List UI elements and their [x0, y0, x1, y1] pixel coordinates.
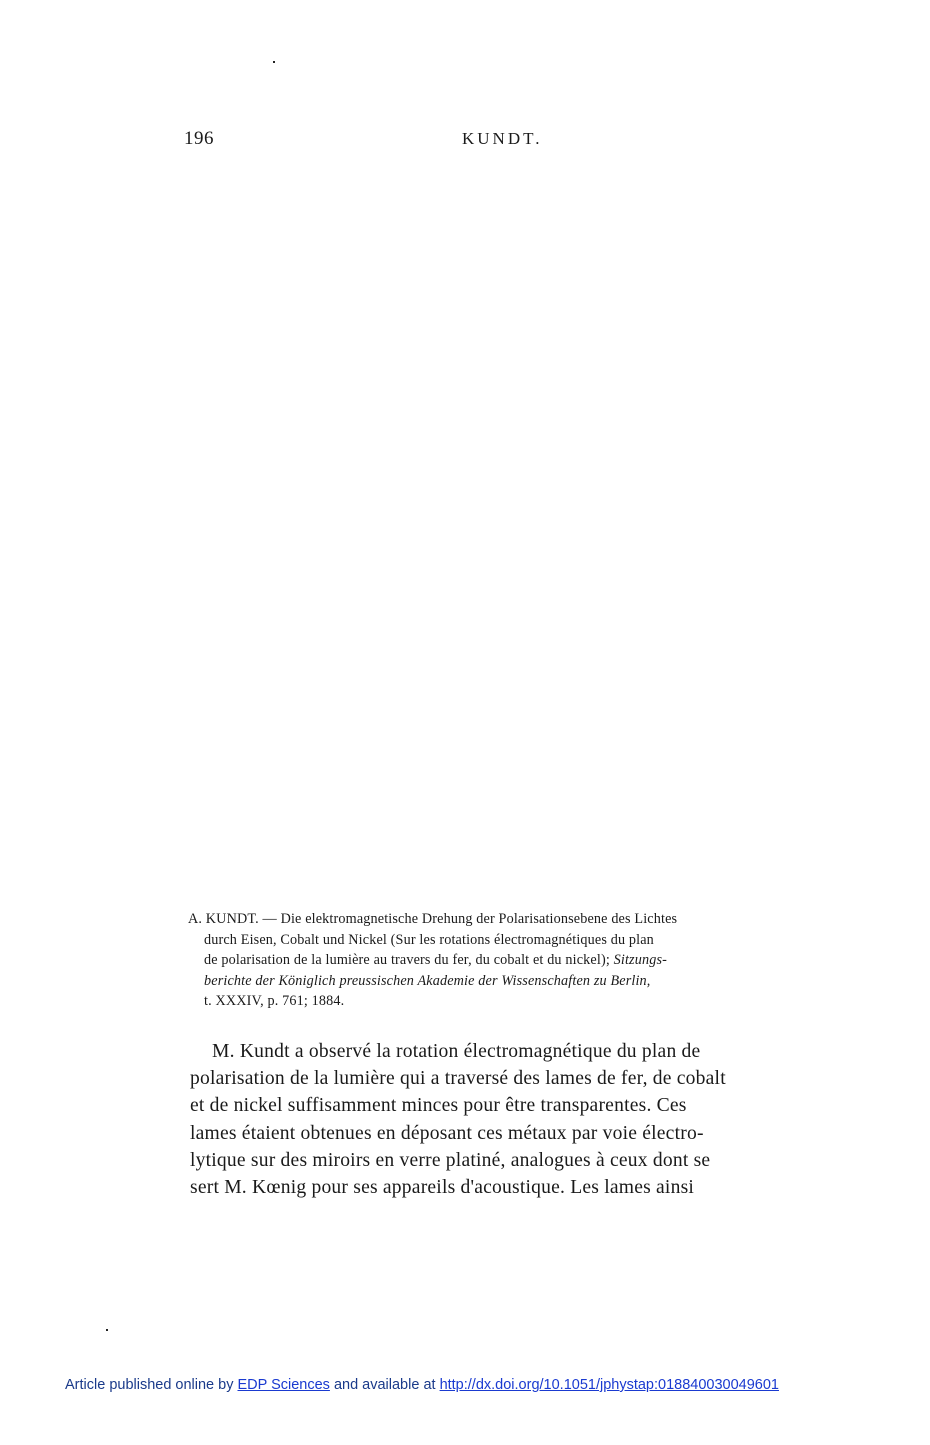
footer-middle: and available at	[333, 1377, 436, 1393]
reference-line-3-text: de polarisation de la lumière au travers du fer, du cobalt et du nickel);	[204, 952, 610, 968]
body-line: lames étaient obtenues en déposant ces métaux par voie électro-	[190, 1122, 704, 1144]
scan-speck-top	[273, 61, 275, 63]
publication-footer	[65, 1377, 779, 1393]
publisher-link[interactable]: EDP Sciences	[237, 1377, 330, 1393]
body-line: polarisation de la lumière qui a traversé des lames de fer, de cobalt	[190, 1068, 726, 1090]
body-line: sert M. Kœnig pour ses appareils d'acoustique. Les lames ainsi	[190, 1177, 695, 1199]
reference-line-3-italic: Sitzungs-	[613, 952, 667, 968]
reference-line-2: durch Eisen, Cobalt und Nickel (Sur les rotations électromagnétiques du plan	[204, 931, 654, 948]
running-head: KUNDT.	[462, 129, 543, 148]
bibliographic-reference	[188, 909, 831, 1012]
doi-link[interactable]: http://dx.doi.org/10.1051/jphystap:018840030049601	[439, 1377, 779, 1393]
reference-line-3	[188, 950, 831, 971]
body-paragraph	[190, 1038, 832, 1201]
reference-line-4	[188, 971, 831, 992]
body-line: lytique sur des miroirs en verre platiné, analogues à ceux dont se	[190, 1149, 711, 1171]
reference-line-4-italic: berichte der Königlich preussischen Akademie der Wissenschaften zu Berlin,	[204, 972, 651, 989]
body-line: M. Kundt a observé la rotation électromagnétique du plan de	[212, 1041, 701, 1062]
page-number: 196	[184, 128, 214, 149]
body-line: et de nickel suffisamment minces pour être transparentes. Ces	[190, 1095, 687, 1117]
reference-line-1: A. KUNDT. — Die elektromagnetische Drehung der Polarisationsebene des Lichtes	[188, 911, 678, 927]
scan-speck-bottom	[106, 1329, 108, 1331]
footer-prefix: Article published online by	[65, 1377, 234, 1393]
reference-line-5: t. XXXIV, p. 761; 1884.	[204, 993, 345, 1009]
